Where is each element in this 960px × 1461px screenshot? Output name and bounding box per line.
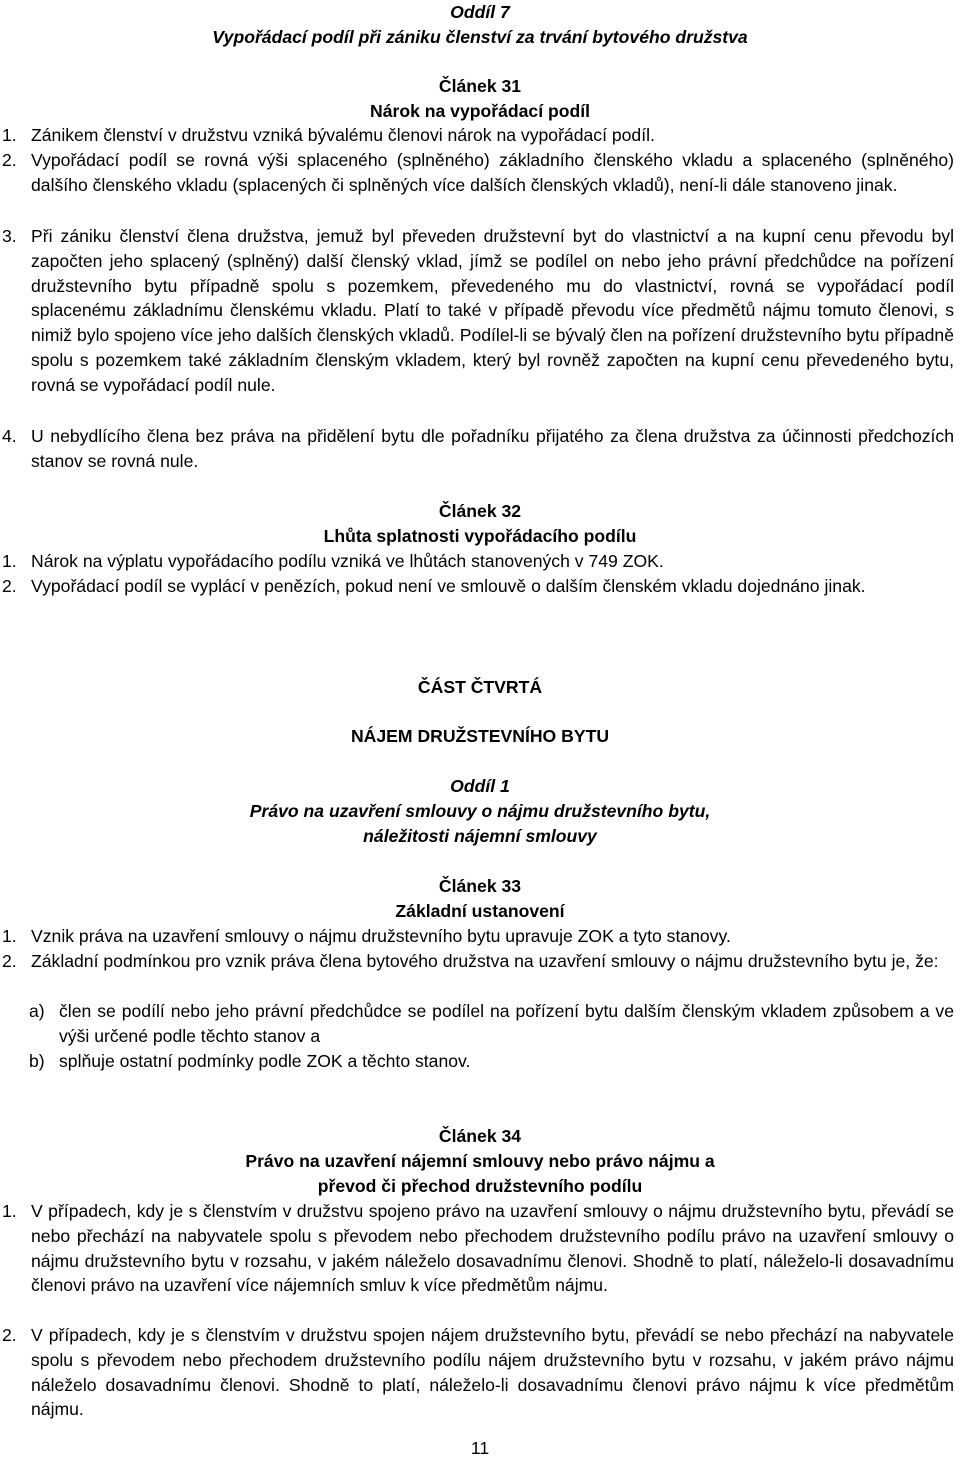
- paragraph-text: U nebydlícího člena bez práva na přidělení bytu dle pořadníku přijatého za člena družstva za účinnosti předchozích stanov se rovná nule.: [31, 426, 954, 471]
- sub-paragraph-letter: a): [29, 1001, 45, 1021]
- paragraph-number: 4.: [2, 426, 17, 446]
- paragraph-number: 1.: [2, 1201, 17, 1221]
- section-heading: Oddíl 7: [450, 2, 510, 22]
- article-heading: Článek 31: [438, 76, 522, 96]
- paragraph: [2, 148, 954, 198]
- article-title: převod či přechod družstevního podílu: [317, 1176, 643, 1196]
- paragraph-number: 2.: [2, 576, 17, 596]
- paragraph-text: Při zániku členství člena družstva, jemuž byl převeden družstevní byt do vlastnictví a na kupní cenu převodu byl započten jeho splacený (splněný) další členský vklad, jímž se podílel on nebo jeho právní předchůdce na pořízení družstevního bytu případně spolu s pozemkem, převedeného mu do vlastnictví, rovná se vypořádací podíl splacenému základnímu členskému vkladu. Platí to také v případě převodu více předmětů nájmu tomuto členovi, s nimiž bylo spojeno více jeho dalších členských vkladů. Podílel-li se bývalý člen na pořízení družstevního bytu případně spolu s pozemkem také základním členským vkladem, který byl rovněž započten na kupní cenu převedeného bytu, rovná se vypořádací podíl nule.: [31, 226, 954, 395]
- paragraph-text: V případech, kdy je s členstvím v družstvu spojen nájem družstevního bytu, převádí se nebo přechází na nabyvatele spolu s převodem nebo přechodem družstevního podílu nájem družstevního bytu v rozsahu, v jakém právo nájmu náleželo dosavadnímu členovi. Shodně to platí, náleželo-li dosavadnímu členovi právo nájmu k více předmětům nájmu.: [31, 1325, 954, 1420]
- paragraph: [2, 924, 954, 949]
- paragraph: [2, 1199, 954, 1298]
- section-title: Vypořádací podíl při zániku členství za trvání bytového družstva: [212, 27, 748, 47]
- article-title: Základní ustanovení: [395, 901, 565, 921]
- page-number: 11: [470, 1438, 490, 1458]
- paragraph-number: 1.: [2, 551, 17, 571]
- paragraph: [2, 549, 954, 574]
- sub-paragraph: [29, 1049, 954, 1074]
- sub-paragraph-letter: b): [29, 1051, 45, 1071]
- paragraph-text: Zánikem členství v družstvu vzniká bývalému členovi nárok na vypořádací podíl.: [31, 125, 655, 145]
- paragraph-text: Základní podmínkou pro vznik práva člena bytového družstva na uzavření smlouvy o nájmu družstevního bytu je, že:: [31, 951, 939, 971]
- paragraph-text: Vypořádací podíl se rovná výši splaceného (splněného) základního členského vkladu a splaceného (splněného) dalšího členského vkladu (splacených či splněných více dalších členských vkladů), není-li dále stanoveno jinak.: [31, 150, 954, 195]
- section-title: náležitosti nájemní smlouvy: [363, 826, 597, 846]
- paragraph-number: 1.: [2, 125, 17, 145]
- article-heading: Článek 34: [438, 1126, 522, 1146]
- paragraph-number: 1.: [2, 926, 17, 946]
- paragraph: [2, 949, 954, 974]
- paragraph: [2, 424, 954, 474]
- article-heading: Článek 33: [438, 876, 522, 896]
- paragraph-number: 2.: [2, 150, 17, 170]
- article-title: Lhůta splatnosti vypořádacího podílu: [323, 526, 637, 546]
- article-heading: Článek 32: [438, 501, 522, 521]
- paragraph: [2, 574, 954, 599]
- section-heading: Oddíl 1: [450, 776, 510, 796]
- paragraph-text: V případech, kdy je s členstvím v družstvu spojeno právo na uzavření smlouvy o nájmu družstevního bytu, převádí se nebo přechází na nabyvatele spolu s převodem nebo přechodem družstevního podílu právo na uzavření smlouvy o nájmu družstevního bytu v rozsahu, v jakém náleželo dosavadnímu členovi. Shodně to platí, náleželo-li dosavadnímu členovi právo na uzavření více nájemních smluv k více předmětům nájmu.: [31, 1201, 954, 1296]
- paragraph: [2, 1323, 954, 1422]
- section-title: Právo na uzavření smlouvy o nájmu družstevního bytu,: [249, 801, 711, 821]
- paragraph-number: 2.: [2, 951, 17, 971]
- paragraph-number: 2.: [2, 1325, 17, 1345]
- sub-paragraph-text: splňuje ostatní podmínky podle ZOK a těchto stanov.: [59, 1051, 471, 1071]
- paragraph-text: Nárok na výplatu vypořádacího podílu vzniká ve lhůtách stanovených v 749 ZOK.: [31, 551, 664, 571]
- article-title: Právo na uzavření nájemní smlouvy nebo právo nájmu a: [245, 1151, 715, 1171]
- paragraph-text: Vznik práva na uzavření smlouvy o nájmu družstevního bytu upravuje ZOK a tyto stanovy.: [31, 926, 731, 946]
- paragraph-text: Vypořádací podíl se vyplácí v penězích, pokud není ve smlouvě o dalším členském vkladu dojednáno jinak.: [31, 576, 866, 596]
- paragraph-number: 3.: [2, 226, 17, 246]
- paragraph: [2, 224, 954, 398]
- part-title: NÁJEM DRUŽSTEVNÍHO BYTU: [350, 726, 610, 746]
- article-title: Nárok na vypořádací podíl: [370, 101, 590, 121]
- sub-paragraph-text: člen se podílí nebo jeho právní předchůdce se podílel na pořízení bytu dalším členským vkladem způsobem a ve výši určené podle těchto stanov a: [59, 1001, 954, 1046]
- paragraph: [2, 123, 954, 148]
- sub-paragraph: [29, 999, 954, 1049]
- part-heading: ČÁST ČTVRTÁ: [417, 677, 543, 697]
